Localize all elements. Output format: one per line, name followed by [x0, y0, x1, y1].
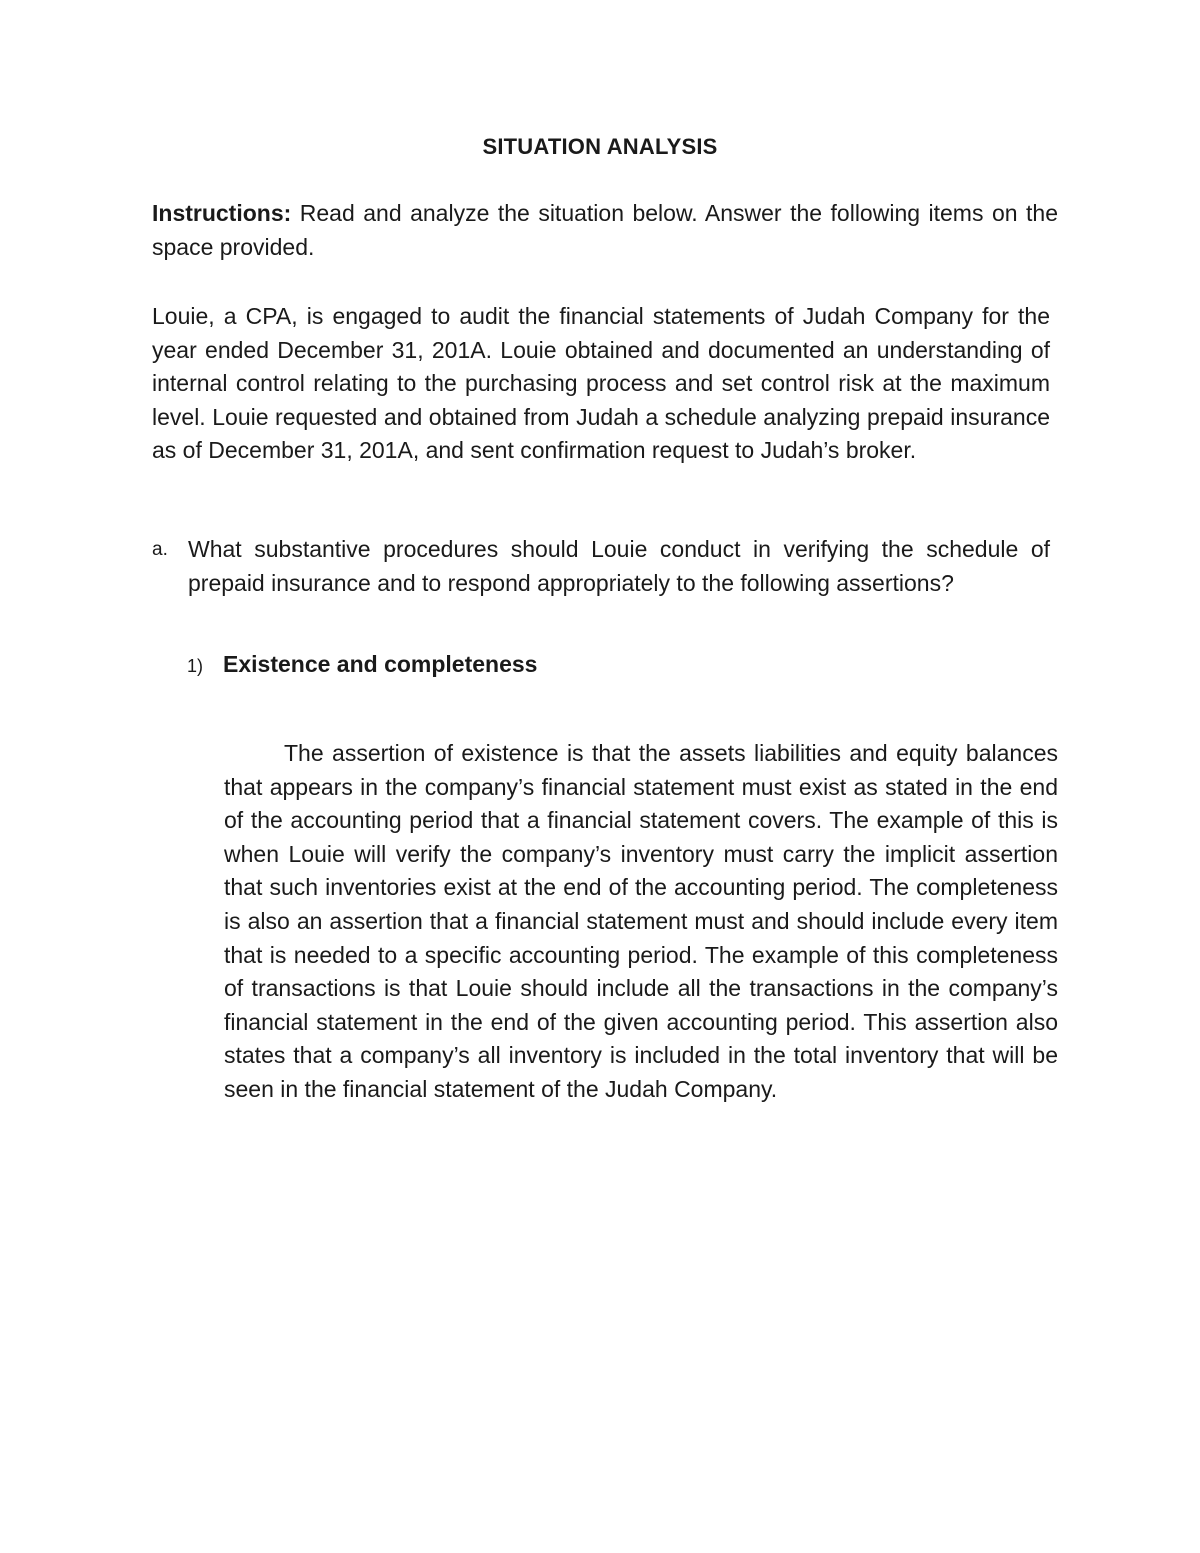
- instructions-paragraph: [152, 197, 1058, 264]
- question-marker: a.: [152, 539, 168, 560]
- item-1: [187, 648, 537, 684]
- question-a: [152, 533, 1050, 600]
- instructions-label: Instructions:: [152, 200, 292, 226]
- item-heading: Existence and completeness: [223, 651, 538, 677]
- situation-paragraph: Louie, a CPA, is engaged to audit the financial statements of Judah Company for the year ended December 31, 201A. Louie obtained and documented an understanding of internal control relating to the purchasing process and set control risk at the maximum level. Louie requested and obtained from Judah a schedule analyzing prepaid insurance as of December 31, 201A, and sent confirmation request to Judah’s broker.: [152, 303, 1050, 464]
- document-title: SITUATION ANALYSIS: [482, 134, 718, 159]
- item-number: 1): [187, 656, 204, 676]
- answer-paragraph: The assertion of existence is that the assets liabilities and equity balances that appears in the company’s financial statement must exist as stated in the end of the accounting period that a financial statement covers. The example of this is when Louie will verify the company’s inventory must carry the implicit assertion that such inventories exist at the end of the accounting period. The completeness is also an assertion that a financial statement must and should include every item that is needed to a specific accounting period. The example of this completeness of transactions is that Louie should include all the transactions in the company’s financial statement in the end of the given accounting period. This assertion also states that a company’s all inventory is included in the total inventory that will be seen in the financial statement of the Judah Company.: [224, 740, 1058, 1102]
- question-text: What substantive procedures should Louie conduct in verifying the schedule of prepaid insurance and to respond appropriately to the following assertions?: [188, 536, 1050, 596]
- instructions-text: Read and analyze the situation below. Answer the following items on the space provided.: [152, 200, 1058, 260]
